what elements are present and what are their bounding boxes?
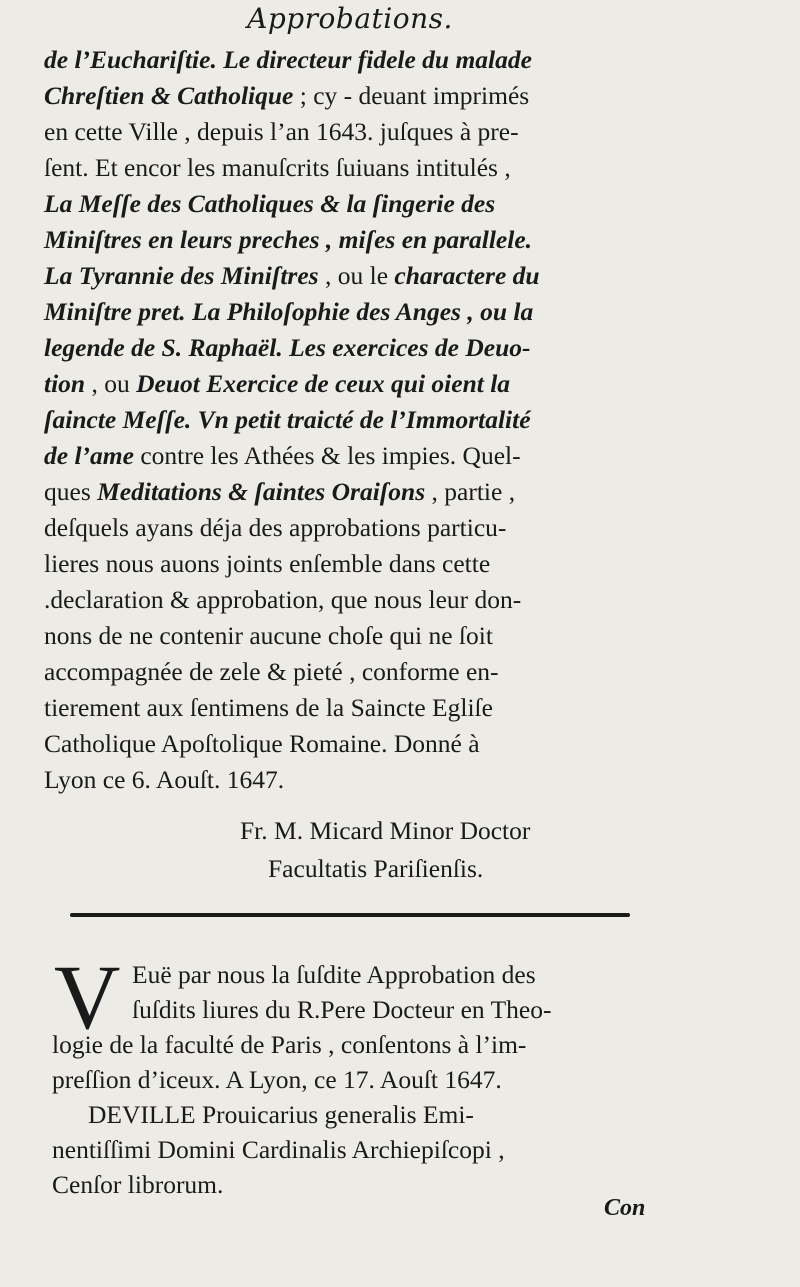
text-line: La Meſſe des Catholiques & la ſingerie des [44,189,496,218]
signature-block [0,812,800,888]
text-line: legende de S. Raphaël. Les exercices de Deuo- [44,333,531,362]
signature-line: Fr. M. Micard Minor Doctor [240,816,531,845]
text-line: tion , ou Deuot Exercice de ceux qui oient la [44,369,511,398]
text-line: ques Meditations & ſaintes Oraiſons , partie , [44,477,516,506]
text-line: en cette Ville , depuis l’an 1643. juſques à pre- [44,117,519,146]
text-line: Euë par nous la ſuſdite Approbation des [132,960,536,989]
text-line: ſaincte Meſſe. Vn petit traicté de l’Immortalité [44,405,531,434]
text-line: tierement aux ſentimens de la Saincte Egliſe [44,693,493,722]
text-line: .declaration & approbation, que nous leur don- [44,585,522,614]
text-line: nons de ne contenir aucune choſe qui ne ſoit [44,621,493,650]
text-line: de l’Euchariſtie. Le directeur fidele du malade [44,45,532,74]
text-line: Miniſtres en leurs preches , miſes en parallele. [44,225,533,254]
text-line: DEVILLE Prouicarius generalis Emi- [88,1100,474,1129]
signature-line: Facultatis Pariſienſis. [268,854,484,883]
text-line: nentiſſimi Domini Cardinalis Archiepiſcopi , [52,1135,505,1164]
horizontal-rule [70,913,630,917]
text-line: Catholique Apoſtolique Romaine. Donné à [44,729,480,758]
approbation-text [44,42,644,798]
text-line: Miniſtre pret. La Philoſophie des Anges , ou la [44,297,534,326]
text-line: Chreſtien & Catholique ; cy - deuant imprimés [44,81,530,110]
second-approbation [52,946,652,1202]
text-line: Lyon ce 6. Aouſt. 1647. [44,765,285,794]
text-line: La Tyrannie des Miniſtres , ou le charactere du [44,261,540,290]
text-line: logie de la faculté de Paris , conſentons à l’im- [52,1030,527,1059]
text-line: deſquels ayans déja des approbations particu- [44,513,507,542]
text-line: accompagnée de zele & pieté , conforme en- [44,657,499,686]
text-line: lieres nous auons joints enſemble dans cette [44,549,491,578]
drop-cap: V [54,946,121,1048]
text-line: preſſion d’iceux. A Lyon, ce 17. Aouſt 1647. [52,1065,502,1094]
text-line: Cenſor librorum. [52,1170,224,1199]
text-line: de l’ame contre les Athées & les impies. Quel- [44,441,521,470]
text-line: ſent. Et encor les manuſcrits ſuiuans intitulés , [44,153,511,182]
catchword: Con [604,1195,646,1221]
text-line: ſuſdits liures du R.Pere Docteur en Theo- [132,995,552,1024]
running-header: Approbations. [247,2,453,35]
